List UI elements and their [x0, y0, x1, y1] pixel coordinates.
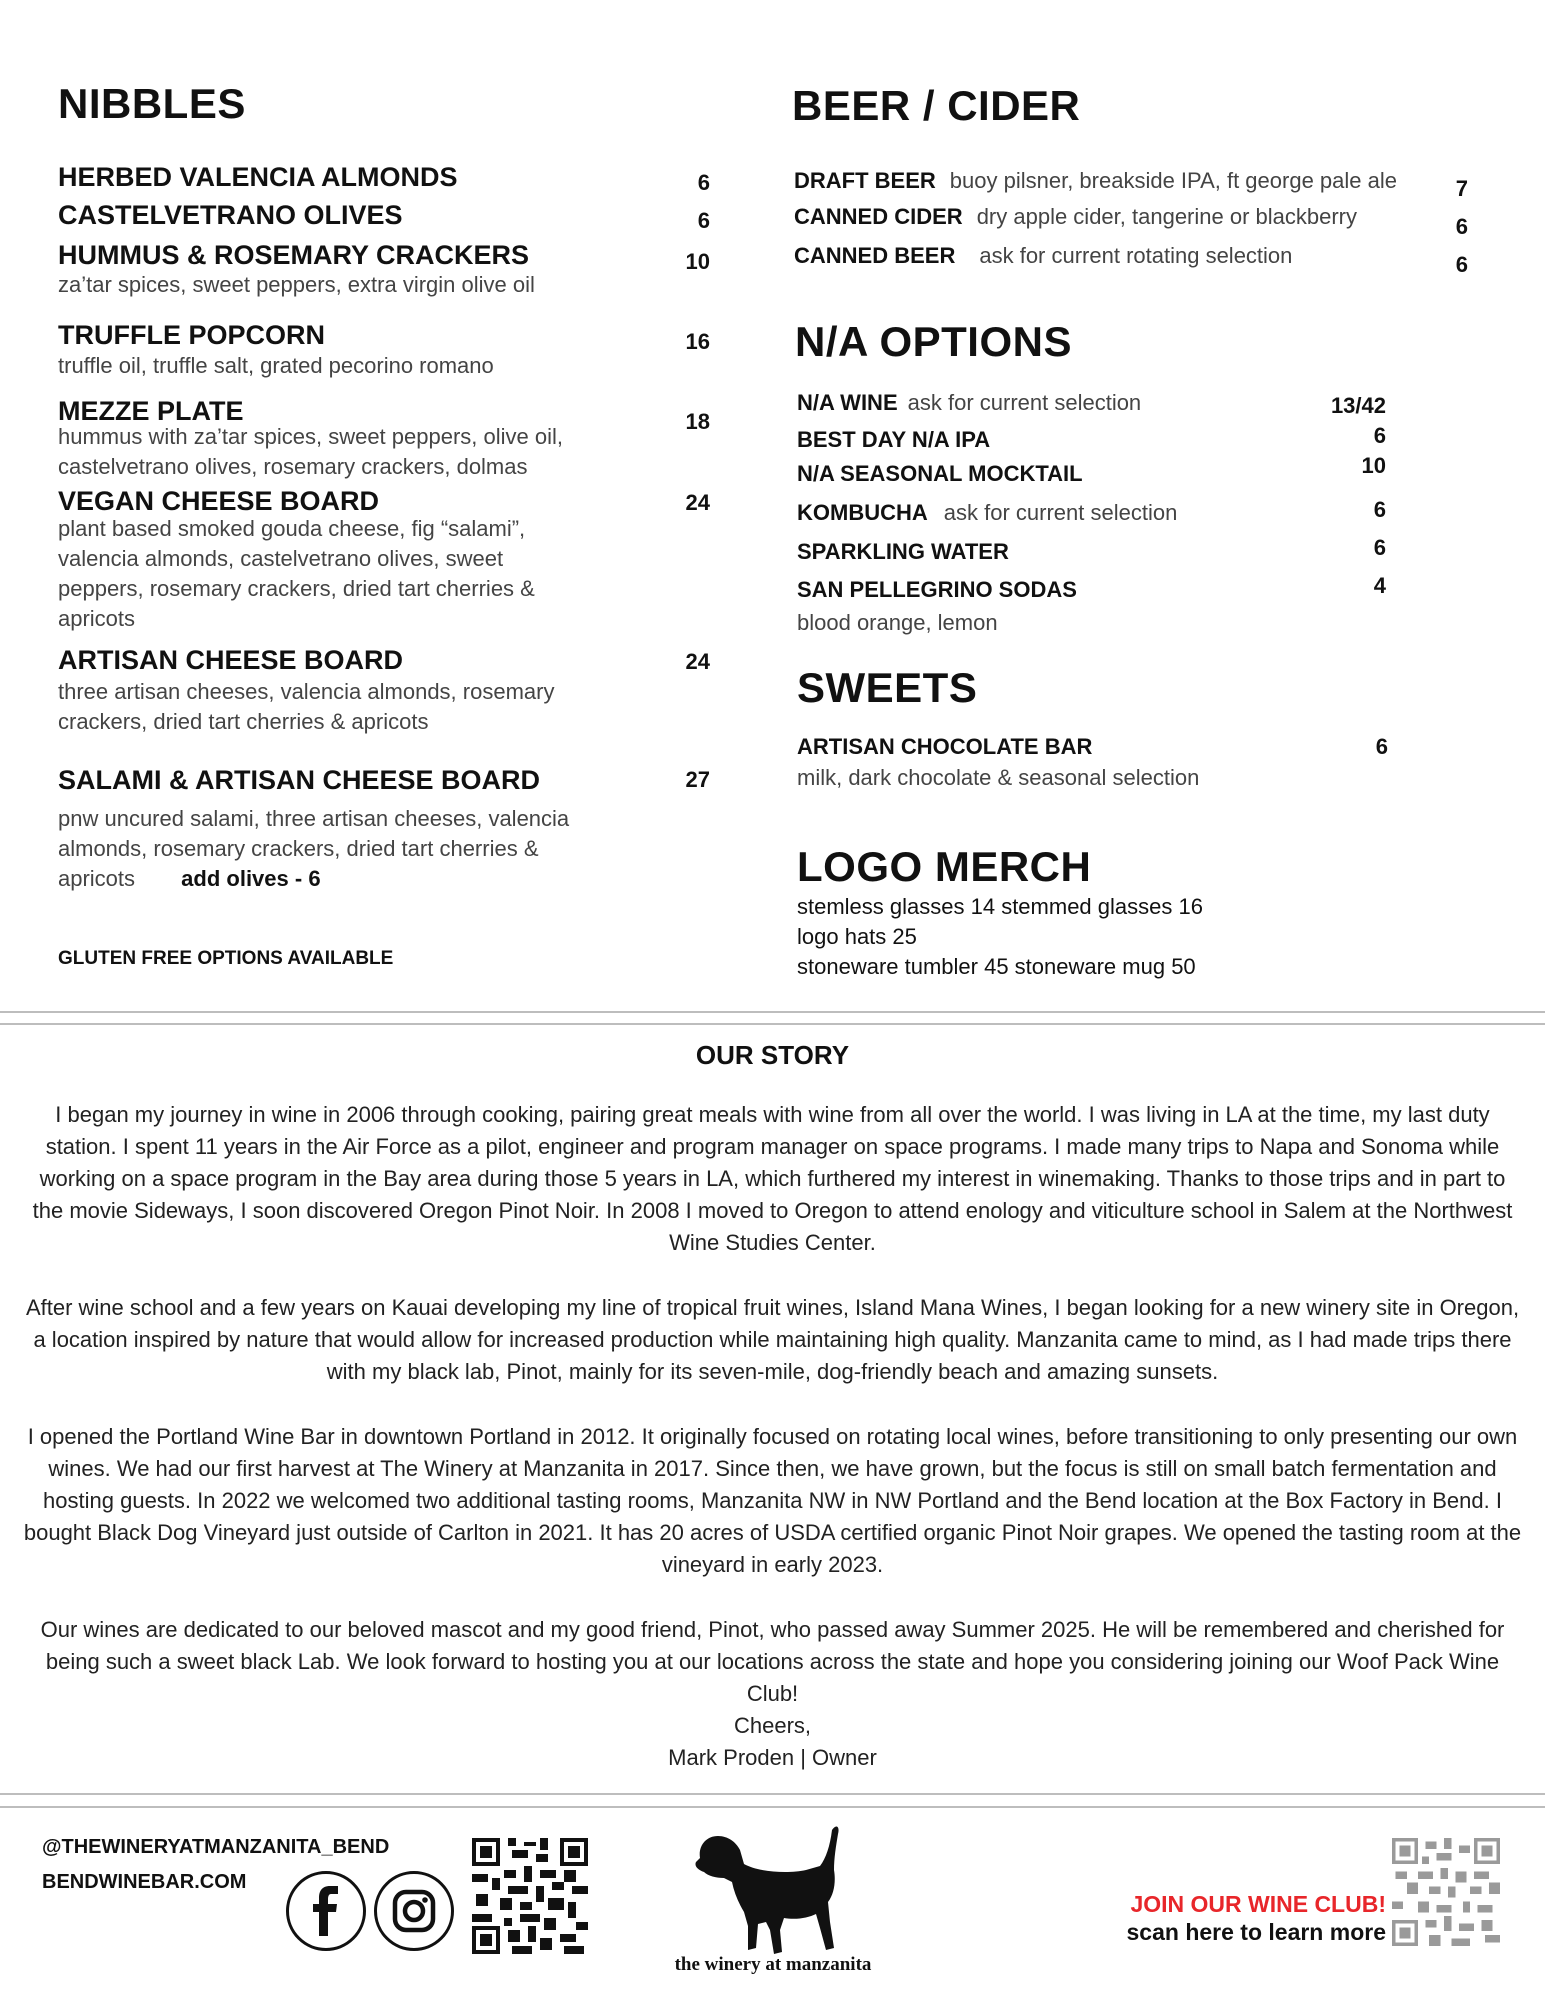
item-artisan-cheese-board: ARTISAN CHEESE BOARD	[58, 645, 404, 675]
addon-olives: add olives - 6	[181, 866, 321, 891]
item-truffle-popcorn: TRUFFLE POPCORN	[58, 320, 325, 350]
price-herbed-almonds: 6	[697, 170, 710, 195]
story-heading: OUR STORY	[695, 1040, 850, 1070]
beer-row-cider	[794, 204, 1357, 230]
item-herbed-almonds: HERBED VALENCIA ALMONDS	[58, 162, 458, 192]
beer-desc: ask for current rotating selection	[979, 243, 1293, 268]
price-san-pellegrino: 4	[1373, 573, 1386, 598]
price-salami-cheese-board: 27	[685, 767, 710, 792]
wine-club-title: JOIN OUR WINE CLUB!	[1130, 1891, 1386, 1917]
price-mezze-plate: 18	[685, 409, 710, 434]
na-sparkling-water: SPARKLING WATER	[797, 539, 1009, 564]
merch-list	[797, 892, 1203, 982]
merch-line: stemless glasses 14 stemmed glasses 16	[797, 894, 1203, 919]
na-seasonal-mocktail: N/A SEASONAL MOCKTAIL	[797, 461, 1083, 486]
winery-logo	[674, 1818, 872, 1978]
story-signoff: Cheers,	[733, 1713, 812, 1738]
beer-name: CANNED CIDER	[794, 204, 963, 229]
story-signature: Mark Proden | Owner	[668, 1745, 877, 1770]
price-truffle-popcorn: 16	[685, 329, 710, 354]
divider-bottom-1	[0, 1793, 1545, 1795]
price-castelvetrano-olives: 6	[697, 208, 710, 233]
item-chocolate-bar: ARTISAN CHOCOLATE BAR	[797, 734, 1093, 759]
price-draft-beer: 7	[1455, 176, 1468, 201]
beer-name: CANNED BEER	[794, 243, 956, 268]
price-seasonal-mocktail: 10	[1361, 453, 1386, 478]
na-desc: ask for current selection	[907, 390, 1142, 415]
divider-bottom-2	[0, 1806, 1545, 1808]
instagram-handle[interactable]: @THEWINERYATMANZANITA_BEND	[42, 1836, 390, 1858]
beer-name: DRAFT BEER	[794, 168, 936, 193]
desc-chocolate-bar: milk, dark chocolate & seasonal selection	[797, 765, 1200, 790]
logo-text: the winery at manzanita	[674, 1954, 872, 1975]
story-body	[22, 1099, 1523, 1774]
story-paragraph: I opened the Portland Wine Bar in downtown Portland in 2012. It originally focused on rotating local wines, before transitioning to only presenting our own wines. We had our first harvest at The Winery at Manzanita in 2017. Since then, we have grown, but the focus is still on small batch fermentation and hosting guests. In 2022 we welcomed two additional tasting rooms, Manzanita NW in NW Portland and the Bend location at the Box Factory in Bend. I bought Black Dog Vineyard just outside of Carlton in 2021. It has 20 acres of USDA certified organic Pinot Noir grapes. We opened the tasting room at the vineyard in early 2023.	[23, 1424, 1522, 1577]
black-dog-icon	[688, 1818, 858, 1968]
desc-san-pellegrino: blood orange, lemon	[797, 610, 998, 635]
item-hummus: HUMMUS & ROSEMARY CRACKERS	[58, 240, 530, 270]
na-row-kombucha	[797, 500, 1177, 526]
beer-desc: buoy pilsner, breakside IPA, ft george pale ale	[949, 168, 1397, 193]
desc-salami-cheese-board	[58, 804, 578, 894]
wine-club-subtitle: scan here to learn more	[1126, 1919, 1386, 1945]
price-na-wine: 13/42	[1330, 393, 1386, 418]
price-canned-beer: 6	[1455, 252, 1468, 277]
na-row-wine	[797, 390, 1141, 416]
na-heading: N/A OPTIONS	[795, 318, 1072, 365]
wine-club-callout[interactable]	[1050, 1890, 1386, 1946]
price-hummus: 10	[685, 249, 710, 274]
story-paragraph: After wine school and a few years on Kauai developing my line of tropical fruit wines, Island Mana Wines, I began looking for a new winery site in Oregon, a location inspired by nature that would allow for increased production while maintaining high quality. Manzanita came to mind, as I had made trips there with my black lab, Pinot, mainly for its seven-mile, dog-friendly beach and amazing sunsets.	[25, 1295, 1520, 1384]
merch-heading: LOGO MERCH	[797, 843, 1092, 890]
sweets-heading: SWEETS	[797, 664, 978, 711]
nibbles-heading: NIBBLES	[58, 80, 246, 127]
merch-line: logo hats 25	[797, 924, 917, 949]
price-kombucha: 6	[1373, 497, 1386, 522]
gluten-free-note: GLUTEN FREE OPTIONS AVAILABLE	[58, 948, 394, 969]
beer-heading: BEER / CIDER	[792, 82, 1081, 129]
item-mezze-plate: MEZZE PLATE	[58, 396, 244, 426]
desc-hummus: za’tar spices, sweet peppers, extra virgin olive oil	[58, 272, 535, 297]
price-chocolate-bar: 6	[1375, 734, 1388, 759]
item-castelvetrano-olives: CASTELVETRANO OLIVES	[58, 200, 403, 230]
beer-desc: dry apple cider, tangerine or blackberry	[976, 204, 1358, 229]
item-salami-cheese-board: SALAMI & ARTISAN CHEESE BOARD	[58, 765, 541, 795]
divider-top-2	[0, 1023, 1545, 1025]
na-best-day-ipa: BEST DAY N/A IPA	[797, 427, 991, 452]
item-vegan-cheese-board: VEGAN CHEESE BOARD	[58, 486, 380, 516]
qr-code-social[interactable]	[472, 1838, 588, 1954]
price-canned-cider: 6	[1455, 214, 1468, 239]
price-vegan-cheese-board: 24	[685, 490, 710, 515]
na-name: N/A WINE	[797, 390, 898, 415]
divider-top-1	[0, 1011, 1545, 1013]
na-name: KOMBUCHA	[797, 500, 928, 525]
merch-line: stoneware tumbler 45 stoneware mug 50	[797, 954, 1196, 979]
price-sparkling-water: 6	[1373, 535, 1386, 560]
beer-row-draft	[794, 168, 1397, 194]
na-desc: ask for current selection	[943, 500, 1178, 525]
price-artisan-cheese-board: 24	[685, 649, 710, 674]
desc-truffle-popcorn: truffle oil, truffle salt, grated pecorino romano	[58, 353, 494, 378]
story-paragraph: Our wines are dedicated to our beloved mascot and my good friend, Pinot, who passed away Summer 2025. He will be remembered and cherished for being such a sweet black Lab. We look forward to hosting you at our locations across the state and hope you considering joining our Woof Pack Wine Club!	[40, 1617, 1505, 1706]
desc-mezze-plate: hummus with za’tar spices, sweet peppers, olive oil, castelvetrano olives, rosemary crackers, dolmas	[58, 424, 563, 479]
facebook-icon[interactable]	[286, 1871, 366, 1951]
desc-vegan-cheese-board: plant based smoked gouda cheese, fig “salami”, valencia almonds, castelvetrano olives, sweet peppers, rosemary crackers, dried tart cherries & apricots	[58, 516, 535, 631]
beer-row-canned	[794, 243, 1292, 269]
desc-artisan-cheese-board: three artisan cheeses, valencia almonds, rosemary crackers, dried tart cherries & apricots	[58, 679, 555, 734]
na-san-pellegrino: SAN PELLEGRINO SODAS	[797, 577, 1077, 602]
website-link[interactable]: BENDWINEBAR.COM	[42, 1871, 247, 1893]
qr-code-wine-club[interactable]	[1392, 1838, 1500, 1946]
instagram-icon[interactable]	[374, 1871, 454, 1951]
story-paragraph: I began my journey in wine in 2006 through cooking, pairing great meals with wine from all over the world. I was living in LA at the time, my last duty station. I spent 11 years in the Air Force as a pilot, engineer and program manager on space programs. I made many trips to Napa and Sonoma while working on a space program in the Bay area during those 5 years in LA, which furthered my interest in winemaking. Thanks to those trips and in part to the movie Sideways, I soon discovered Oregon Pinot Noir. In 2008 I moved to Oregon to attend enology and viticulture school in Salem at the Northwest Wine Studies Center.	[32, 1102, 1513, 1255]
price-best-day-ipa: 6	[1373, 423, 1386, 448]
desc-salami-text: pnw uncured salami, three artisan cheeses, valencia almonds, rosemary crackers, dried tart cherries & apricots	[58, 806, 570, 891]
